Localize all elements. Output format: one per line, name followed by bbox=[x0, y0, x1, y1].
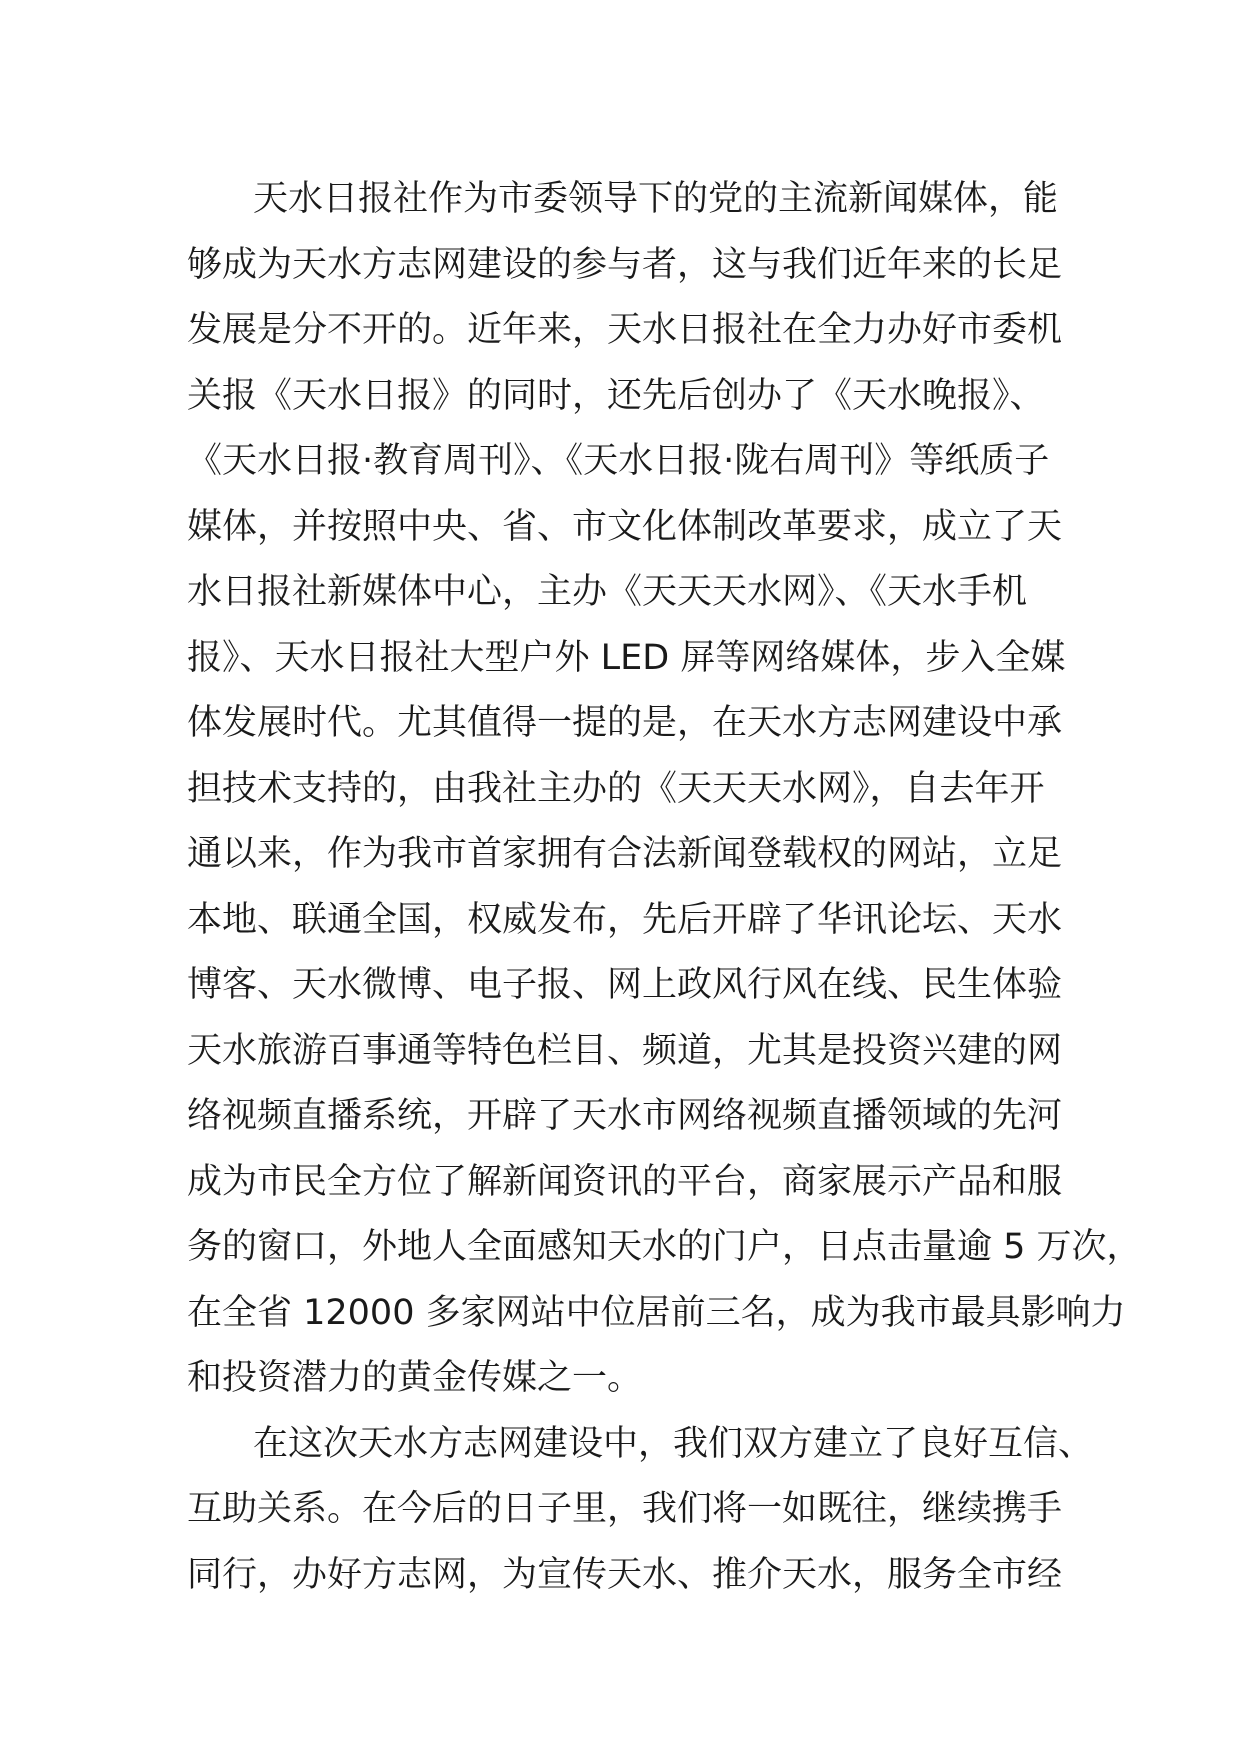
text-line: 通以来，作为我市首家拥有合法新闻登载权的网站，立足 bbox=[187, 834, 1063, 874]
text-line: 本地、联通全国，权威发布，先后开辟了华讯论坛、天水 bbox=[187, 899, 1063, 940]
text-line: 媒体，并按照中央、省、市文化体制改革要求，成立了天 bbox=[187, 506, 1063, 547]
text-line: 体发展时代。尤其值得一提的是，在天水方志网建设中承 bbox=[187, 703, 1063, 743]
text-line-paragraph-2-start: 在这次天水方志网建设中，我们双方建立了良好互信、 bbox=[253, 1423, 1094, 1464]
text-line: 博客、天水微博、电子报、网上政风行风在线、民生体验 bbox=[187, 965, 1063, 1005]
text-line: 和投资潜力的黄金传媒之一。 bbox=[187, 1358, 643, 1398]
text-line: 报》、天水日报社大型户外 LED 屏等网络媒体，步入全媒 bbox=[187, 637, 1066, 678]
text-line: 络视频直播系统，开辟了天水市网络视频直播领域的先河 bbox=[187, 1096, 1063, 1136]
text-line: 在全省 12000 多家网站中位居前三名，成为我市最具影响力 bbox=[187, 1292, 1126, 1333]
body-text bbox=[187, 167, 1142, 1608]
text-line: 水日报社新媒体中心，主办《天天天水网》、《天水手机 bbox=[187, 572, 1028, 612]
text-line: 发展是分不开的。近年来，天水日报社在全力办好市委机 bbox=[187, 310, 1063, 350]
text-line: 担技术支持的，由我社主办的《天天天水网》，自去年开 bbox=[187, 768, 1045, 809]
text-line-paragraph-1-start: 天水日报社作为市委领导下的党的主流新闻媒体，能 bbox=[253, 179, 1059, 219]
text-line: 务的窗口，外地人全面感知天水的门户，日点击量逾 5 万次， bbox=[187, 1227, 1142, 1267]
text-line: 天水旅游百事通等特色栏目、频道，尤其是投资兴建的网 bbox=[187, 1030, 1063, 1071]
text-line: 《天水日报·教育周刊》、《天水日报·陇右周刊》等纸质子 bbox=[187, 441, 1050, 481]
text-line: 关报《天水日报》的同时，还先后创办了《天水晚报》、 bbox=[187, 375, 1045, 416]
text-line: 同行，办好方志网，为宣传天水、推介天水，服务全市经 bbox=[187, 1554, 1063, 1595]
text-line: 够成为天水方志网建设的参与者，这与我们近年来的长足 bbox=[187, 244, 1063, 285]
text-line: 互助关系。在今后的日子里，我们将一如既往，继续携手 bbox=[187, 1489, 1063, 1529]
text-line: 成为市民全方位了解新闻资讯的平台，商家展示产品和服 bbox=[187, 1161, 1063, 1202]
